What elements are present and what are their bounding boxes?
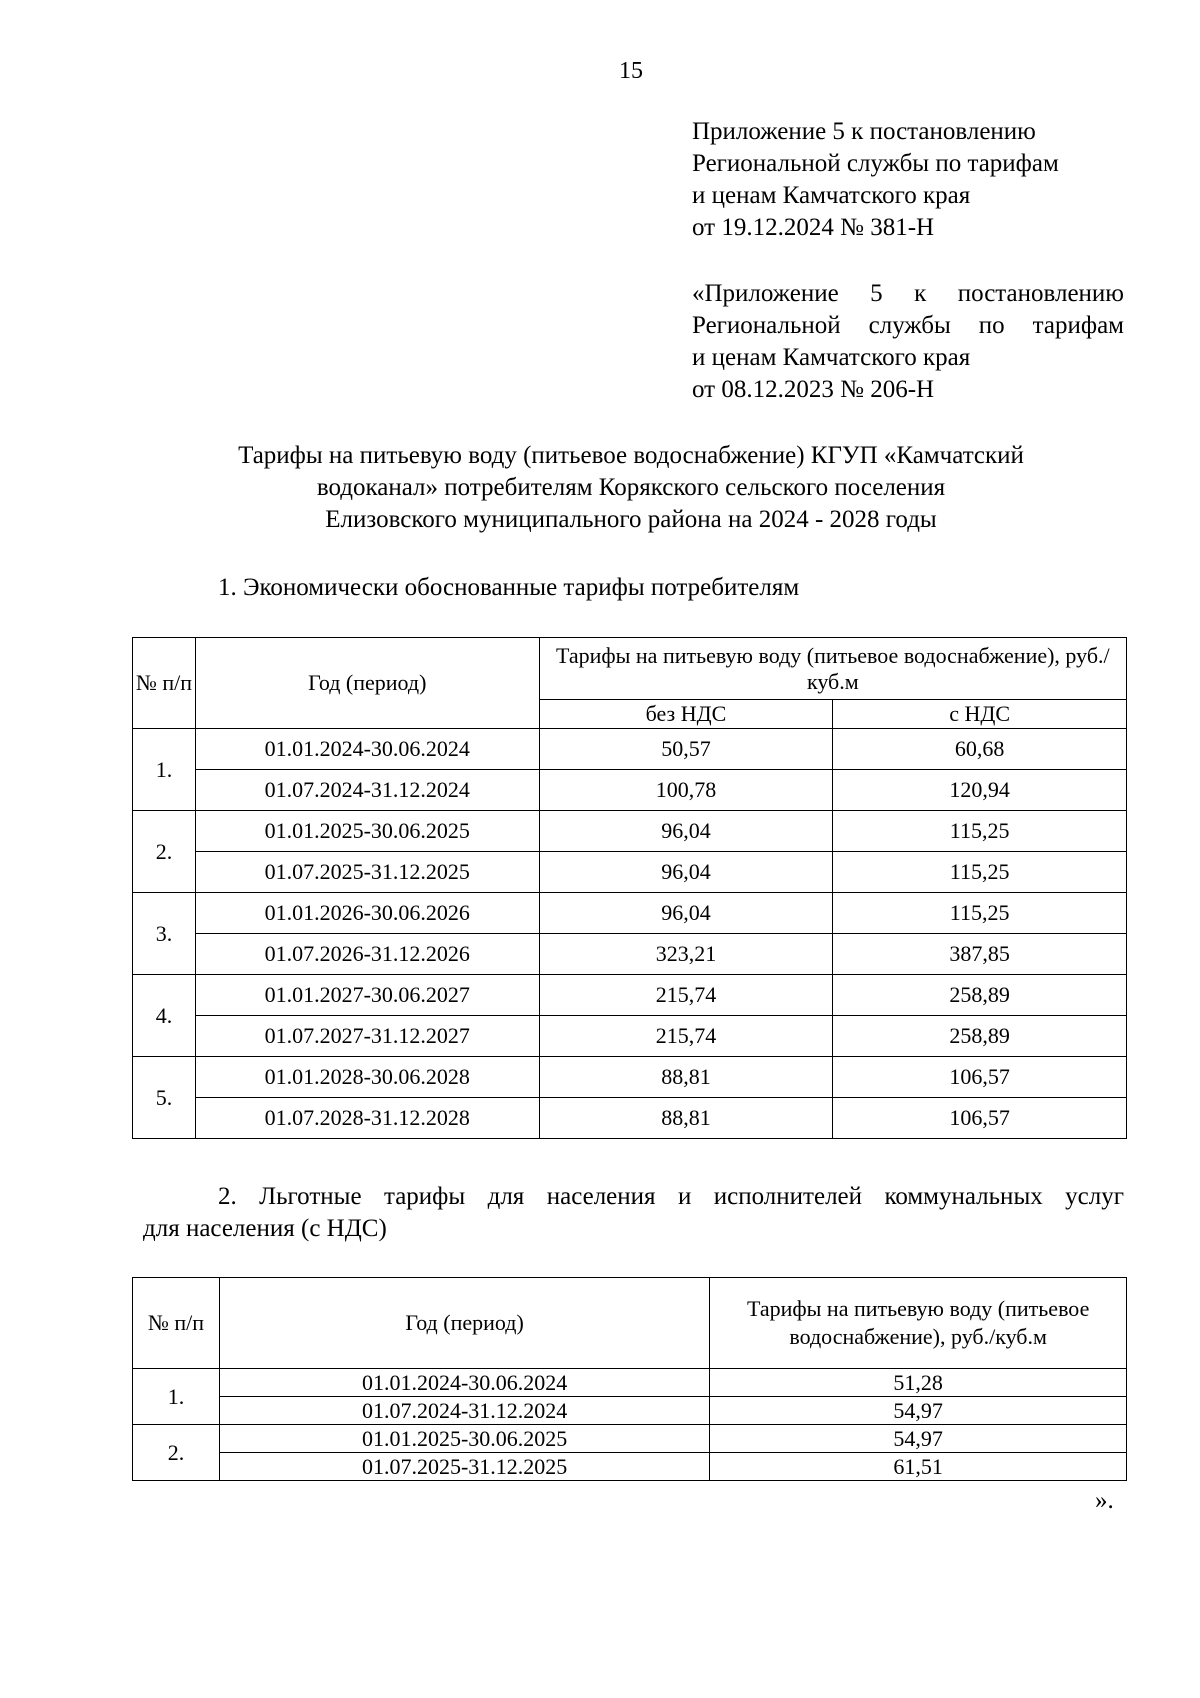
table-row xyxy=(133,1369,1127,1397)
table-row xyxy=(133,1057,1127,1098)
row-number: 2. xyxy=(133,811,196,893)
appendix-line: от 08.12.2023 № 206-Н xyxy=(692,376,935,403)
period-cell: 01.07.2026-31.12.2026 xyxy=(195,934,539,975)
appendix-line: Региональной службы по тарифам xyxy=(692,150,1059,177)
tariff-cell: 61,51 xyxy=(710,1453,1127,1481)
vat-cell: 115,25 xyxy=(833,811,1127,852)
period-cell: 01.07.2024-31.12.2024 xyxy=(195,770,539,811)
table-row xyxy=(133,852,1127,893)
title-line: Елизовского муниципального района на 2024 - 2028 годы xyxy=(325,506,937,533)
section-1-heading: 1. Экономически обоснованные тарифы потребителям xyxy=(218,574,800,601)
no-vat-cell: 215,74 xyxy=(539,975,833,1016)
no-vat-cell: 96,04 xyxy=(539,811,833,852)
no-vat-cell: 88,81 xyxy=(539,1098,833,1139)
header-num: № п/п xyxy=(133,638,196,729)
header-num: № п/п xyxy=(133,1278,220,1369)
appendix-line: от 19.12.2024 № 381-Н xyxy=(692,214,935,241)
table-row xyxy=(133,893,1127,934)
vat-cell: 258,89 xyxy=(833,975,1127,1016)
preferential-tariffs-table xyxy=(132,1277,1127,1481)
header-period: Год (период) xyxy=(219,1278,709,1369)
header-no-vat: без НДС xyxy=(539,700,833,729)
period-cell: 01.07.2027-31.12.2027 xyxy=(195,1016,539,1057)
section-2-heading-line: для населения (с НДС) xyxy=(143,1215,387,1242)
no-vat-cell: 100,78 xyxy=(539,770,833,811)
vat-cell: 115,25 xyxy=(833,852,1127,893)
table-row xyxy=(133,934,1127,975)
title-line: Тарифы на питьевую воду (питьевое водоснабжение) КГУП «Камчатский xyxy=(238,442,1024,469)
document-title xyxy=(135,440,1127,536)
row-number: 3. xyxy=(133,893,196,975)
appendix-reference-previous xyxy=(692,278,1124,406)
no-vat-cell: 215,74 xyxy=(539,1016,833,1057)
period-cell: 01.01.2028-30.06.2028 xyxy=(195,1057,539,1098)
tariff-cell: 54,97 xyxy=(710,1397,1127,1425)
table-row xyxy=(133,975,1127,1016)
title-line: водоканал» потребителям Корякского сельского поселения xyxy=(316,474,946,501)
appendix-line: и ценам Камчатского края xyxy=(692,344,971,371)
no-vat-cell: 96,04 xyxy=(539,893,833,934)
vat-cell: 258,89 xyxy=(833,1016,1127,1057)
no-vat-cell: 88,81 xyxy=(539,1057,833,1098)
appendix-line: «Приложение 5 к постановлению xyxy=(692,280,1124,307)
period-cell: 01.01.2027-30.06.2027 xyxy=(195,975,539,1016)
period-cell: 01.07.2025-31.12.2025 xyxy=(219,1453,709,1481)
period-cell: 01.01.2025-30.06.2025 xyxy=(195,811,539,852)
row-number: 1. xyxy=(133,729,196,811)
section-2-heading-line: 2. Льготные тарифы для населения и исполнителей коммунальных услуг xyxy=(218,1183,1124,1210)
economic-tariffs-table xyxy=(132,637,1127,1139)
table-row xyxy=(133,1425,1127,1453)
table-row xyxy=(133,1453,1127,1481)
appendix-line: и ценам Камчатского края xyxy=(692,182,971,209)
vat-cell: 387,85 xyxy=(833,934,1127,975)
vat-cell: 115,25 xyxy=(833,893,1127,934)
page-number: 15 xyxy=(619,58,643,84)
period-cell: 01.01.2025-30.06.2025 xyxy=(219,1425,709,1453)
table-row xyxy=(133,1397,1127,1425)
period-cell: 01.01.2026-30.06.2026 xyxy=(195,893,539,934)
appendix-reference-current xyxy=(692,116,1124,244)
table-row xyxy=(133,1016,1127,1057)
row-number: 4. xyxy=(133,975,196,1057)
section-2-heading xyxy=(143,1181,1124,1245)
no-vat-cell: 323,21 xyxy=(539,934,833,975)
appendix-line: Приложение 5 к постановлению xyxy=(692,118,1036,145)
row-number: 1. xyxy=(133,1369,220,1425)
no-vat-cell: 50,57 xyxy=(539,729,833,770)
tariff-cell: 54,97 xyxy=(710,1425,1127,1453)
vat-cell: 106,57 xyxy=(833,1098,1127,1139)
row-number: 2. xyxy=(133,1425,220,1481)
vat-cell: 60,68 xyxy=(833,729,1127,770)
row-number: 5. xyxy=(133,1057,196,1139)
header-vat: с НДС xyxy=(833,700,1127,729)
header-tariff: Тарифы на питьевую воду (питьевое водоснабжение), руб./куб.м xyxy=(710,1278,1127,1369)
period-cell: 01.07.2025-31.12.2025 xyxy=(195,852,539,893)
tariff-cell: 51,28 xyxy=(710,1369,1127,1397)
period-cell: 01.01.2024-30.06.2024 xyxy=(219,1369,709,1397)
no-vat-cell: 96,04 xyxy=(539,852,833,893)
appendix-line: Региональной службы по тарифам xyxy=(692,312,1124,339)
header-period: Год (период) xyxy=(195,638,539,729)
table-row xyxy=(133,1098,1127,1139)
table-row xyxy=(133,729,1127,770)
vat-cell: 106,57 xyxy=(833,1057,1127,1098)
table-row xyxy=(133,811,1127,852)
header-tariff: Тарифы на питьевую воду (питьевое водоснабжение), руб./куб.м xyxy=(539,638,1126,700)
period-cell: 01.01.2024-30.06.2024 xyxy=(195,729,539,770)
period-cell: 01.07.2028-31.12.2028 xyxy=(195,1098,539,1139)
closing-quote-mark: ». xyxy=(1095,1487,1114,1514)
vat-cell: 120,94 xyxy=(833,770,1127,811)
period-cell: 01.07.2024-31.12.2024 xyxy=(219,1397,709,1425)
table-row xyxy=(133,770,1127,811)
